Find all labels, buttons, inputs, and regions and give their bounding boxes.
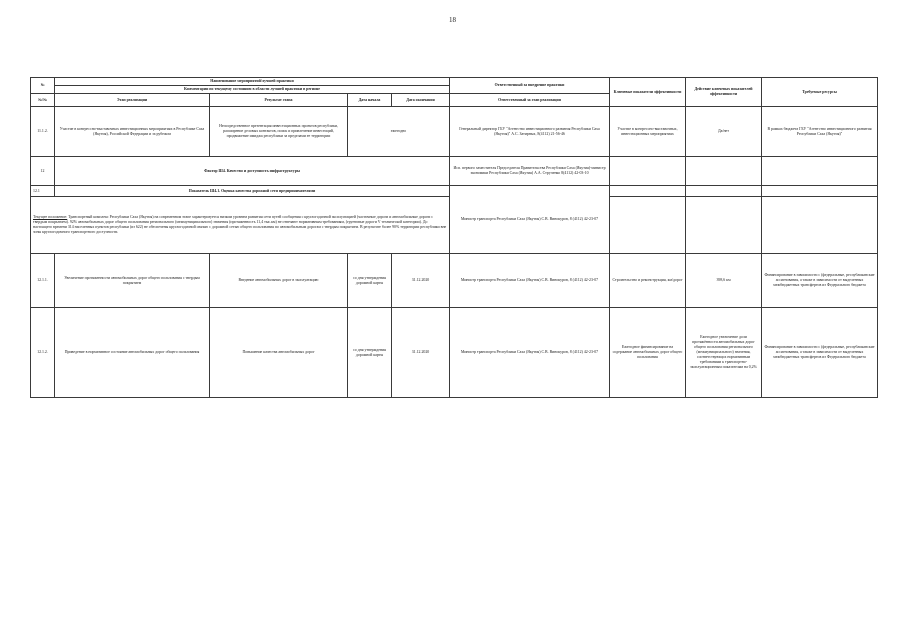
row1-result: Непосредственное презентация инвестиционных проектов республики, расширение деловых контактов, поиск и привлечение инвестиций, продвижение имиджа республики за пределами ее территории — [210, 107, 348, 157]
row2-resp: Исп. первого заместителя Председателя Правительства Республики Саха (Якутия)-министр экономики Республики Саха (Якутия) А.А. Струченко 8(4112) 42-03-10 — [450, 157, 610, 186]
table-row — [31, 254, 878, 308]
row1-num: 11.1.2. — [31, 107, 55, 157]
row3-title: Показатель Ш4.1. Оценка качества дорожной сети предпринимателями — [55, 186, 450, 197]
row5-actual: 398,6 км — [686, 254, 762, 308]
row5-resp: Министр транспорта Республики Саха (Якутия) С.В. Винокуров, 8 (4112) 42-23-07 — [450, 254, 610, 308]
row2-resources — [762, 157, 878, 186]
header-responsible: Ответственный за внедрение практики — [450, 78, 610, 94]
row6-start: со дня утверждения дорожной карты — [348, 308, 392, 398]
page-number: 18 — [449, 16, 456, 24]
row4-situation — [31, 197, 450, 254]
table-row — [31, 107, 878, 157]
row4-resources — [762, 197, 878, 254]
table-row — [31, 157, 878, 186]
row1-indicator: Участие в конгрессно-выставочных, инвестиционных мероприятиях — [610, 107, 686, 157]
header-name-group: Наименование мероприятий/лучшей практики — [55, 78, 450, 86]
row4-indicator — [610, 197, 686, 254]
header-sub-resp: Ответственный за этап реализации — [450, 94, 610, 107]
row5-indicator: Строительство и реконструкция, км/дорог — [610, 254, 686, 308]
table-row — [31, 308, 878, 398]
row4-heading: Текущее положение: — [33, 215, 68, 219]
row2-indicator — [610, 157, 686, 186]
row6-actual: Ежегодное увеличение доли протяжённости автомобильных дорог общего пользования регионального (межмуниципального) значения, соответствующих нормативным требованиям к транспортно-эксплуатационным показателям на 0,2% — [686, 308, 762, 398]
header-sub-end: Дата окончания — [392, 94, 450, 107]
header-actual-values: Действие ключевых показателей эффективности — [686, 78, 762, 107]
row6-result: Повышение качества автомобильных дорог — [210, 308, 348, 398]
row1-period: ежегодно — [348, 107, 450, 157]
row6-indicator: Ежегодное финансирование на содержание автомобильных дорог общего пользования — [610, 308, 686, 398]
row2-actual — [686, 157, 762, 186]
row5-num: 12.1.1. — [31, 254, 55, 308]
row5-resources: Финансирование в зависимости с (федеральные, республиканские ассигнования, а также в зависимости от выделенных межбюджетных трансфертов из Федерального бюджета — [762, 254, 878, 308]
header-sub-num: №/№ — [31, 94, 55, 107]
header-sub-result: Результат этапа — [210, 94, 348, 107]
table-row — [31, 186, 878, 197]
row5-start: со дня утверждения дорожной карты — [348, 254, 392, 308]
practice-table — [30, 77, 878, 398]
row4-text: Транспортный комплекс Республики Саха (Якутия) на современном этапе характеризуется низким уровнем развития сети путей сообщения с круглогодичной эксплуатацией (частичные дороги и автомобильные дороги с твердым покрытием). 92% автомобильных дорог общего пользования регионального (межмуниципального) значения (протяженность 11,4 тыс.км) не отвечают нормативным требованиям, (грунтовые дороги V технической категории). До настоящего времени 314 населенных пунктов республики (из 622) не обеспечены круглогодичной связью с дорожной сетью общего пользования по автомобильным дорогам с твердым покрытием. В результате более 90% территории республики вне зоны круглогодичного транспортного доступности. — [33, 215, 447, 235]
row2-title: Фактор Ш4. Качество и доступность инфраструктуры — [55, 157, 450, 186]
row3-num: 12.1 — [31, 186, 55, 197]
row1-resp: Генеральный директор ГБУ "Агентство инвестиционного развития Республики Саха (Якутия)" А.С. Затирных, 8(4112) 21-56-46 — [450, 107, 610, 157]
row5-end: 31.12.2020 — [392, 254, 450, 308]
row1-stage: Участие в конгрессно-выставочных инвестиционных мероприятиях в Республике Саха (Якутия), Российской Федерации и за рубежом — [55, 107, 210, 157]
row3-actual — [686, 186, 762, 197]
row6-stage: Приведение в нормативное состояние автомобильных дорог общего пользования — [55, 308, 210, 398]
header-sub-stage: Этап реализации — [55, 94, 210, 107]
row5-result: Введение автомобильных дорог в эксплуатацию — [210, 254, 348, 308]
header-key-indicator: Ключевые показатели эффективности — [610, 78, 686, 107]
row3-resources — [762, 186, 878, 197]
row3-indicator — [610, 186, 686, 197]
row6-num: 12.1.2. — [31, 308, 55, 398]
header-num: № — [31, 78, 55, 94]
row6-resp: Министр транспорта Республики Саха (Якутия) С.В. Винокуров, 8 (4112) 42-23-07 — [450, 308, 610, 398]
row4-actual — [686, 197, 762, 254]
row4-resp: Министр транспорта Республики Саха (Якутия) С.В. Винокуров, 8 (4112) 42-23-07 — [450, 186, 610, 254]
header-name-sub: Комментарии по текущему состоянию в области лучшей практики в регионе — [55, 86, 450, 94]
header-resources: Требуемые ресурсы — [762, 78, 878, 107]
row6-end: 31.12.2020 — [392, 308, 450, 398]
header-sub-start: Дата начала — [348, 94, 392, 107]
row6-resources: Финансирование в зависимости с (федеральные, республиканские ассигнования, а также в зависимости от выделенных межбюджетных трансфертов из Федерального бюджета — [762, 308, 878, 398]
row5-stage: Увеличение протяженности автомобильных дорог общего пользования с твердым покрытием — [55, 254, 210, 308]
row1-actual: Да/нет — [686, 107, 762, 157]
row2-num: 12 — [31, 157, 55, 186]
header-row-1 — [31, 78, 878, 86]
row1-resources: В рамках бюджета ГБУ "Агентство инвестиционного развития Республики Саха (Якутия)" — [762, 107, 878, 157]
